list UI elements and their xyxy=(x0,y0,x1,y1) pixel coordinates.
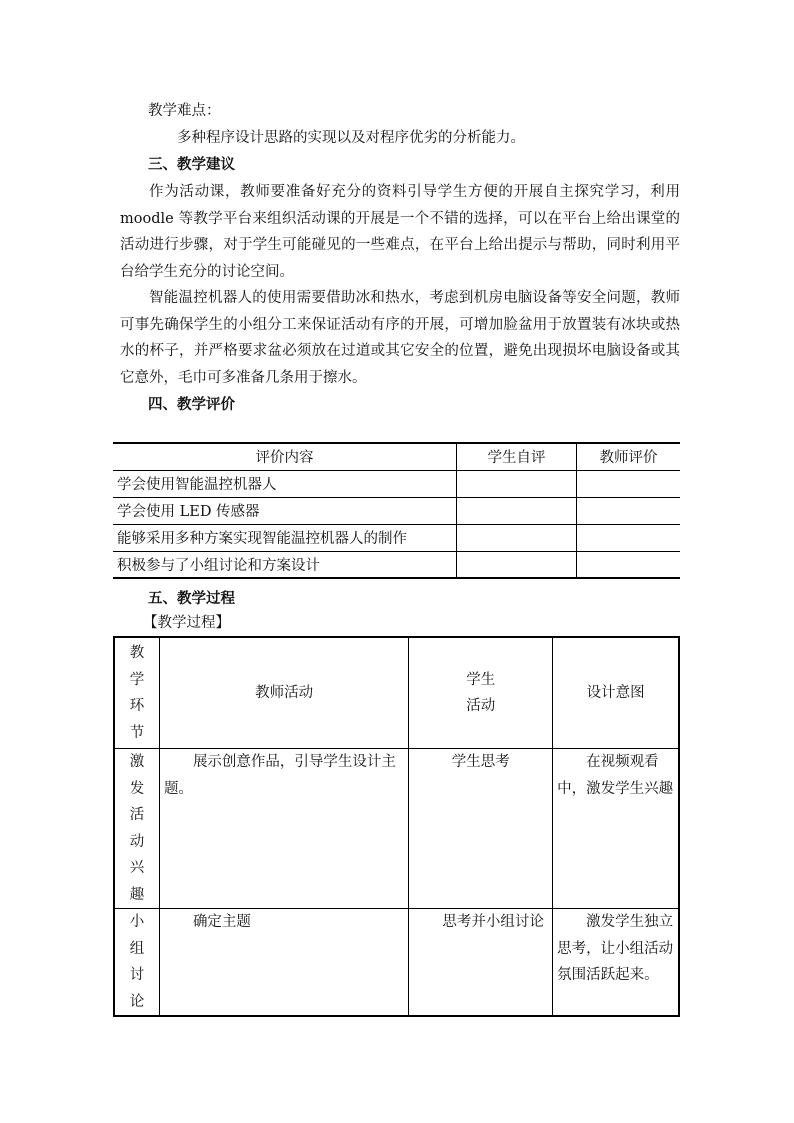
eval-item: 学会使用智能温控机器人 xyxy=(113,470,457,497)
table-row xyxy=(113,551,680,578)
eval-self-cell xyxy=(457,470,577,497)
stage-char: 组 xyxy=(129,940,145,957)
student-activity-header xyxy=(409,637,553,749)
evaluation-heading: 四、教学评价 xyxy=(148,396,235,413)
eval-header-self: 学生自评 xyxy=(457,443,577,470)
process-subheading: 【教学过程】 xyxy=(143,615,230,631)
stage-cell xyxy=(114,749,159,909)
stage-header-char: 节 xyxy=(129,724,145,741)
process-table xyxy=(113,636,680,1017)
student-activity-cell: 思考并小组讨论 xyxy=(409,909,553,1017)
suggestions-heading: 三、教学建议 xyxy=(148,156,235,173)
stage-char: 小 xyxy=(129,914,145,930)
eval-teacher-cell xyxy=(577,551,681,578)
difficulty-text: 多种程序设计思路的实现以及对程序优劣的分析能力。 xyxy=(177,130,525,146)
table-row xyxy=(113,497,680,524)
design-intent-cell: 激发学生独立思考，让小组活动氛围活跃起来。 xyxy=(553,909,679,1017)
student-activity-cell: 学生思考 xyxy=(409,749,553,909)
suggestions-paragraph-1: 作为活动课，教师要准备好充分的资料引导学生方便的开展自主探究学习，利用 moodle 等教学平台来组织活动课的开展是一个不错的选择，可以在平台上给出课堂的活动进行步骤，对于学生可能碰见的一些难点，在平台上给出提示与帮助，同时利用平台给学生充分的讨论空间。 xyxy=(120,184,680,280)
design-intent-header: 设计意图 xyxy=(553,637,679,749)
student-header-line: 活动 xyxy=(466,698,496,714)
eval-item: 能够采用多种方案实现智能温控机器人的制作 xyxy=(113,524,457,551)
stage-header-char: 环 xyxy=(129,698,145,714)
stage-char: 论 xyxy=(129,993,145,1010)
process-table-header xyxy=(114,637,679,749)
eval-item: 积极参与了小组讨论和方案设计 xyxy=(113,551,457,578)
suggestions-paragraph-2: 智能温控机器人的使用需要借助冰和热水，考虑到机房电脑设备等安全问题，教师可事先确保学生的小组分工来保证活动有序的开展，可增加脸盆用于放置装有冰块或热水的杯子，并严格要求盆必须放在过道或其它安全的位置，避免出现损坏电脑设备或其它意外，毛巾可多准备几条用于擦水。 xyxy=(120,290,680,386)
stage-char: 讨 xyxy=(129,967,145,983)
eval-self-cell xyxy=(457,524,577,551)
table-row xyxy=(114,749,679,909)
stage-char: 动 xyxy=(129,833,145,850)
design-intent-cell: 在视频观看中，激发学生兴趣 xyxy=(553,749,679,909)
stage-cell xyxy=(114,909,159,1017)
eval-teacher-cell xyxy=(577,524,681,551)
teacher-activity-cell: 确定主题 xyxy=(159,909,408,1017)
eval-header-content: 评价内容 xyxy=(255,450,314,467)
eval-header-teacher: 教师评价 xyxy=(577,443,681,470)
teacher-activity-header: 教师活动 xyxy=(159,637,408,749)
eval-self-cell xyxy=(457,551,577,578)
stage-header xyxy=(114,637,159,749)
stage-char: 趣 xyxy=(129,886,145,903)
teacher-activity-cell: 展示创意作品，引导学生设计主题。 xyxy=(159,749,408,909)
table-row xyxy=(114,909,679,1017)
difficulty-label: 教学难点： xyxy=(148,103,221,119)
stage-char: 发 xyxy=(129,780,145,797)
eval-item: 学会使用 LED 传感器 xyxy=(113,497,457,524)
student-header-line: 学生 xyxy=(466,671,496,688)
evaluation-table xyxy=(113,442,680,579)
evaluation-table-header xyxy=(113,443,680,470)
stage-char: 激 xyxy=(129,754,145,770)
stage-header-char: 教 xyxy=(129,645,145,661)
eval-teacher-cell xyxy=(577,470,681,497)
stage-char: 活 xyxy=(129,807,145,823)
stage-char: 兴 xyxy=(129,860,145,876)
eval-teacher-cell xyxy=(577,497,681,524)
stage-header-char: 学 xyxy=(129,671,145,688)
eval-self-cell xyxy=(457,497,577,524)
process-heading: 五、教学过程 xyxy=(148,590,235,607)
table-row xyxy=(113,524,680,551)
table-row xyxy=(113,470,680,497)
